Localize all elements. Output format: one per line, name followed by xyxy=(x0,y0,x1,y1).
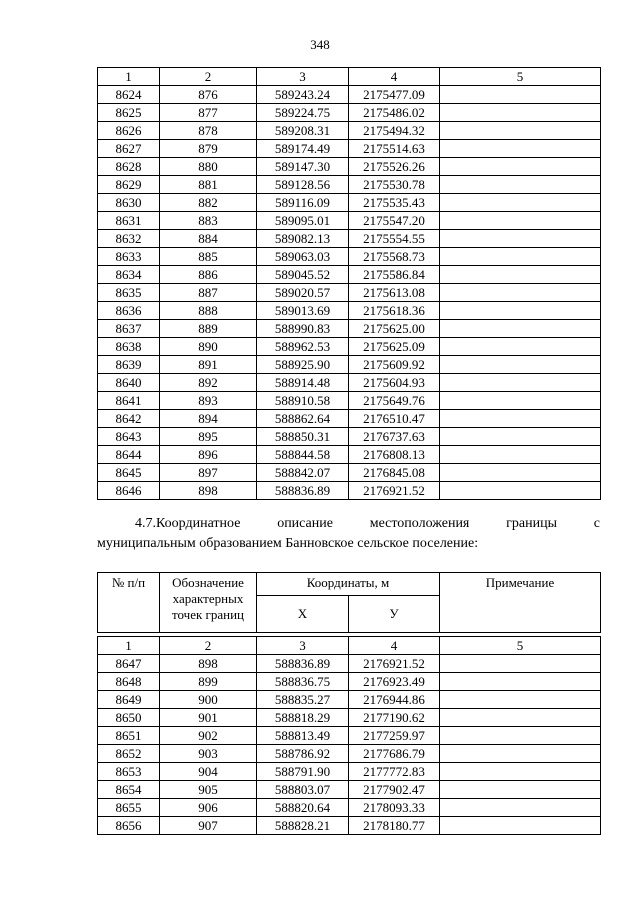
table-cell: 8632 xyxy=(98,230,160,248)
column-number-cell: 3 xyxy=(257,68,349,86)
table-cell: 884 xyxy=(160,230,257,248)
table-cell: 904 xyxy=(160,763,257,781)
table-cell xyxy=(440,673,601,691)
table-row xyxy=(98,428,601,446)
table-cell xyxy=(440,691,601,709)
column-number-cell: 5 xyxy=(440,637,601,655)
table-row xyxy=(98,691,601,709)
table-cell: 2176921.52 xyxy=(349,655,440,673)
column-number-cell: 2 xyxy=(160,68,257,86)
table-row xyxy=(98,86,601,104)
table-cell xyxy=(440,727,601,745)
header-coordinates: Координаты, м xyxy=(257,573,440,596)
table-cell: 8636 xyxy=(98,302,160,320)
table-cell: 890 xyxy=(160,338,257,356)
table-cell xyxy=(440,817,601,835)
table-cell: 588850.31 xyxy=(257,428,349,446)
section-word: описание xyxy=(277,516,333,531)
table-cell: 882 xyxy=(160,194,257,212)
column-number-cell: 4 xyxy=(349,68,440,86)
table-cell: 2175625.00 xyxy=(349,320,440,338)
table-cell: 876 xyxy=(160,86,257,104)
table-cell: 891 xyxy=(160,356,257,374)
table-cell xyxy=(440,655,601,673)
table-cell: 889 xyxy=(160,320,257,338)
column-number-cell: 3 xyxy=(257,637,349,655)
coordinates-table-bannovskoe xyxy=(97,572,601,835)
table-cell: 2175625.09 xyxy=(349,338,440,356)
table-cell: 2177902.47 xyxy=(349,781,440,799)
table-cell: 895 xyxy=(160,428,257,446)
table-cell: 2177772.83 xyxy=(349,763,440,781)
table-row xyxy=(98,338,601,356)
table-cell: 2176510.47 xyxy=(349,410,440,428)
table-cell: 589208.31 xyxy=(257,122,349,140)
column-number-cell: 2 xyxy=(160,637,257,655)
table-cell: 2175535.43 xyxy=(349,194,440,212)
table-cell: 881 xyxy=(160,176,257,194)
table-row xyxy=(98,410,601,428)
table-cell: 8641 xyxy=(98,392,160,410)
table-cell: 8630 xyxy=(98,194,160,212)
table-cell: 589045.52 xyxy=(257,266,349,284)
table-cell xyxy=(440,284,601,302)
table-cell: 896 xyxy=(160,446,257,464)
table-cell xyxy=(440,122,601,140)
table-row xyxy=(98,392,601,410)
column-number-cell: 5 xyxy=(440,68,601,86)
header-y: У xyxy=(349,596,440,633)
table-cell: 905 xyxy=(160,781,257,799)
table-cell xyxy=(440,428,601,446)
table-cell: 885 xyxy=(160,248,257,266)
table-cell: 2175554.55 xyxy=(349,230,440,248)
table-cell: 8633 xyxy=(98,248,160,266)
table-cell: 901 xyxy=(160,709,257,727)
table-cell: 2175526.26 xyxy=(349,158,440,176)
table-cell xyxy=(440,464,601,482)
table1-body xyxy=(98,68,601,500)
table-row xyxy=(98,727,601,745)
table-cell xyxy=(440,176,601,194)
table-cell xyxy=(440,158,601,176)
column-number-row xyxy=(98,637,601,655)
table-cell: 589147.30 xyxy=(257,158,349,176)
header-num: № п/п xyxy=(98,573,160,633)
table-cell: 8646 xyxy=(98,482,160,500)
table-cell: 588818.29 xyxy=(257,709,349,727)
table-cell: 589013.69 xyxy=(257,302,349,320)
section-word: границы xyxy=(506,516,557,531)
table-cell: 8639 xyxy=(98,356,160,374)
table-row xyxy=(98,194,601,212)
table-cell: 589128.56 xyxy=(257,176,349,194)
table-cell: 2175586.84 xyxy=(349,266,440,284)
section-heading-line2: муниципальным образованием Банновское сельское поселение: xyxy=(97,536,479,551)
table-row xyxy=(98,446,601,464)
header-designation: Обозначение характерных точек границ xyxy=(160,573,257,633)
section-heading-line1 xyxy=(97,514,600,534)
table-cell: 907 xyxy=(160,817,257,835)
table-cell xyxy=(440,320,601,338)
table-row xyxy=(98,122,601,140)
table-row xyxy=(98,464,601,482)
table-row xyxy=(98,781,601,799)
table-cell: 588990.83 xyxy=(257,320,349,338)
column-number-cell: 4 xyxy=(349,637,440,655)
table-cell: 8642 xyxy=(98,410,160,428)
table-cell: 899 xyxy=(160,673,257,691)
table-cell: 8655 xyxy=(98,799,160,817)
table-cell xyxy=(440,410,601,428)
table-cell xyxy=(440,338,601,356)
table-cell: 8645 xyxy=(98,464,160,482)
table-cell: 2175568.73 xyxy=(349,248,440,266)
table-cell xyxy=(440,781,601,799)
table-cell: 888 xyxy=(160,302,257,320)
table-cell xyxy=(440,230,601,248)
table-cell: 589063.03 xyxy=(257,248,349,266)
table-cell xyxy=(440,374,601,392)
table-cell: 588925.90 xyxy=(257,356,349,374)
table-cell: 893 xyxy=(160,392,257,410)
column-number-row xyxy=(98,68,601,86)
table-cell: 8637 xyxy=(98,320,160,338)
table-cell: 2175649.76 xyxy=(349,392,440,410)
table-cell: 8652 xyxy=(98,745,160,763)
table-cell: 588836.75 xyxy=(257,673,349,691)
table-cell: 588791.90 xyxy=(257,763,349,781)
table-cell: 880 xyxy=(160,158,257,176)
table-cell: 2176808.13 xyxy=(349,446,440,464)
table-cell: 588836.89 xyxy=(257,482,349,500)
page-number: 348 xyxy=(310,37,330,52)
table-cell: 2178093.33 xyxy=(349,799,440,817)
table-cell: 588803.07 xyxy=(257,781,349,799)
table-cell: 2175514.63 xyxy=(349,140,440,158)
table-cell: 2175547.20 xyxy=(349,212,440,230)
table-cell: 588862.64 xyxy=(257,410,349,428)
table-cell: 892 xyxy=(160,374,257,392)
table-cell: 898 xyxy=(160,482,257,500)
section-word: 4.7.Координатное xyxy=(135,516,241,531)
column-number-cell: 1 xyxy=(98,637,160,655)
table-cell: 903 xyxy=(160,745,257,763)
table-cell xyxy=(440,446,601,464)
table-cell: 2176845.08 xyxy=(349,464,440,482)
table-cell xyxy=(440,140,601,158)
table-row xyxy=(98,482,601,500)
table-cell: 2176944.86 xyxy=(349,691,440,709)
table-cell: 589095.01 xyxy=(257,212,349,230)
table-row xyxy=(98,745,601,763)
table-cell xyxy=(440,799,601,817)
table-cell: 8650 xyxy=(98,709,160,727)
table-row xyxy=(98,230,601,248)
table-row xyxy=(98,158,601,176)
table-cell: 588813.49 xyxy=(257,727,349,745)
table-cell: 588844.58 xyxy=(257,446,349,464)
table-cell: 2175486.02 xyxy=(349,104,440,122)
table-cell: 887 xyxy=(160,284,257,302)
table-cell: 2175618.36 xyxy=(349,302,440,320)
table-cell: 8649 xyxy=(98,691,160,709)
table-row xyxy=(98,356,601,374)
table-cell: 8624 xyxy=(98,86,160,104)
table-cell: 8625 xyxy=(98,104,160,122)
table-cell: 8629 xyxy=(98,176,160,194)
table-cell xyxy=(440,709,601,727)
table-cell: 2175477.09 xyxy=(349,86,440,104)
table-cell: 2175604.93 xyxy=(349,374,440,392)
table-cell: 588820.64 xyxy=(257,799,349,817)
table-cell: 8648 xyxy=(98,673,160,691)
table-cell: 897 xyxy=(160,464,257,482)
table-row xyxy=(98,104,601,122)
table-row xyxy=(98,248,601,266)
table-cell: 877 xyxy=(160,104,257,122)
table-cell: 886 xyxy=(160,266,257,284)
column-number-cell: 1 xyxy=(98,68,160,86)
header-x: X xyxy=(257,596,349,633)
table-cell: 2177259.97 xyxy=(349,727,440,745)
table-row xyxy=(98,302,601,320)
table-cell: 588914.48 xyxy=(257,374,349,392)
table-cell: 588786.92 xyxy=(257,745,349,763)
table-cell xyxy=(440,266,601,284)
table-cell: 8638 xyxy=(98,338,160,356)
table-cell: 883 xyxy=(160,212,257,230)
table-cell: 2178180.77 xyxy=(349,817,440,835)
table-cell: 8635 xyxy=(98,284,160,302)
table-row xyxy=(98,817,601,835)
table-cell: 8627 xyxy=(98,140,160,158)
table-row xyxy=(98,655,601,673)
header-note: Примечание xyxy=(440,573,601,633)
table-cell: 589082.13 xyxy=(257,230,349,248)
table-cell: 588836.89 xyxy=(257,655,349,673)
table-cell xyxy=(440,302,601,320)
table-cell: 2176921.52 xyxy=(349,482,440,500)
table-cell: 8654 xyxy=(98,781,160,799)
table2-body xyxy=(98,637,601,835)
table-cell: 588962.53 xyxy=(257,338,349,356)
table-cell: 879 xyxy=(160,140,257,158)
table-cell: 588842.07 xyxy=(257,464,349,482)
table-cell: 588910.58 xyxy=(257,392,349,410)
table-row xyxy=(98,266,601,284)
table-cell: 2177190.62 xyxy=(349,709,440,727)
section-heading xyxy=(97,514,600,554)
coordinates-table-continued xyxy=(97,67,601,500)
table-cell: 8656 xyxy=(98,817,160,835)
table-row xyxy=(98,284,601,302)
table-row xyxy=(98,176,601,194)
table-cell xyxy=(440,86,601,104)
table-row xyxy=(98,320,601,338)
table-cell xyxy=(440,194,601,212)
table-cell: 2175530.78 xyxy=(349,176,440,194)
table-cell xyxy=(440,212,601,230)
table-cell: 8644 xyxy=(98,446,160,464)
table-cell: 589174.49 xyxy=(257,140,349,158)
section-word: с xyxy=(593,516,600,531)
table-cell: 8628 xyxy=(98,158,160,176)
table-cell: 2175613.08 xyxy=(349,284,440,302)
table-row xyxy=(98,374,601,392)
table-cell: 2175609.92 xyxy=(349,356,440,374)
table-cell: 8643 xyxy=(98,428,160,446)
table-row xyxy=(98,763,601,781)
table-cell xyxy=(440,482,601,500)
table-cell: 878 xyxy=(160,122,257,140)
table-cell: 588828.21 xyxy=(257,817,349,835)
table-cell xyxy=(440,356,601,374)
table-cell: 588835.27 xyxy=(257,691,349,709)
table-cell: 2176737.63 xyxy=(349,428,440,446)
table-row xyxy=(98,673,601,691)
table-cell: 8651 xyxy=(98,727,160,745)
table-cell: 2176923.49 xyxy=(349,673,440,691)
table-cell xyxy=(440,104,601,122)
table-cell xyxy=(440,248,601,266)
table-cell: 589020.57 xyxy=(257,284,349,302)
table-row xyxy=(98,709,601,727)
table-cell xyxy=(440,745,601,763)
table-cell: 8640 xyxy=(98,374,160,392)
table-cell: 8653 xyxy=(98,763,160,781)
table-cell: 902 xyxy=(160,727,257,745)
table-cell: 2177686.79 xyxy=(349,745,440,763)
table-row xyxy=(98,140,601,158)
table-cell: 900 xyxy=(160,691,257,709)
table-row xyxy=(98,799,601,817)
table-cell: 589116.09 xyxy=(257,194,349,212)
table-cell: 2175494.32 xyxy=(349,122,440,140)
table-row xyxy=(98,212,601,230)
table-cell: 906 xyxy=(160,799,257,817)
table-cell xyxy=(440,392,601,410)
table-cell: 8634 xyxy=(98,266,160,284)
section-word: местоположения xyxy=(369,516,470,531)
table-cell: 898 xyxy=(160,655,257,673)
table-cell xyxy=(440,763,601,781)
table-cell: 8631 xyxy=(98,212,160,230)
table-cell: 8647 xyxy=(98,655,160,673)
table-cell: 589243.24 xyxy=(257,86,349,104)
table-cell: 589224.75 xyxy=(257,104,349,122)
table-cell: 8626 xyxy=(98,122,160,140)
table-cell: 894 xyxy=(160,410,257,428)
